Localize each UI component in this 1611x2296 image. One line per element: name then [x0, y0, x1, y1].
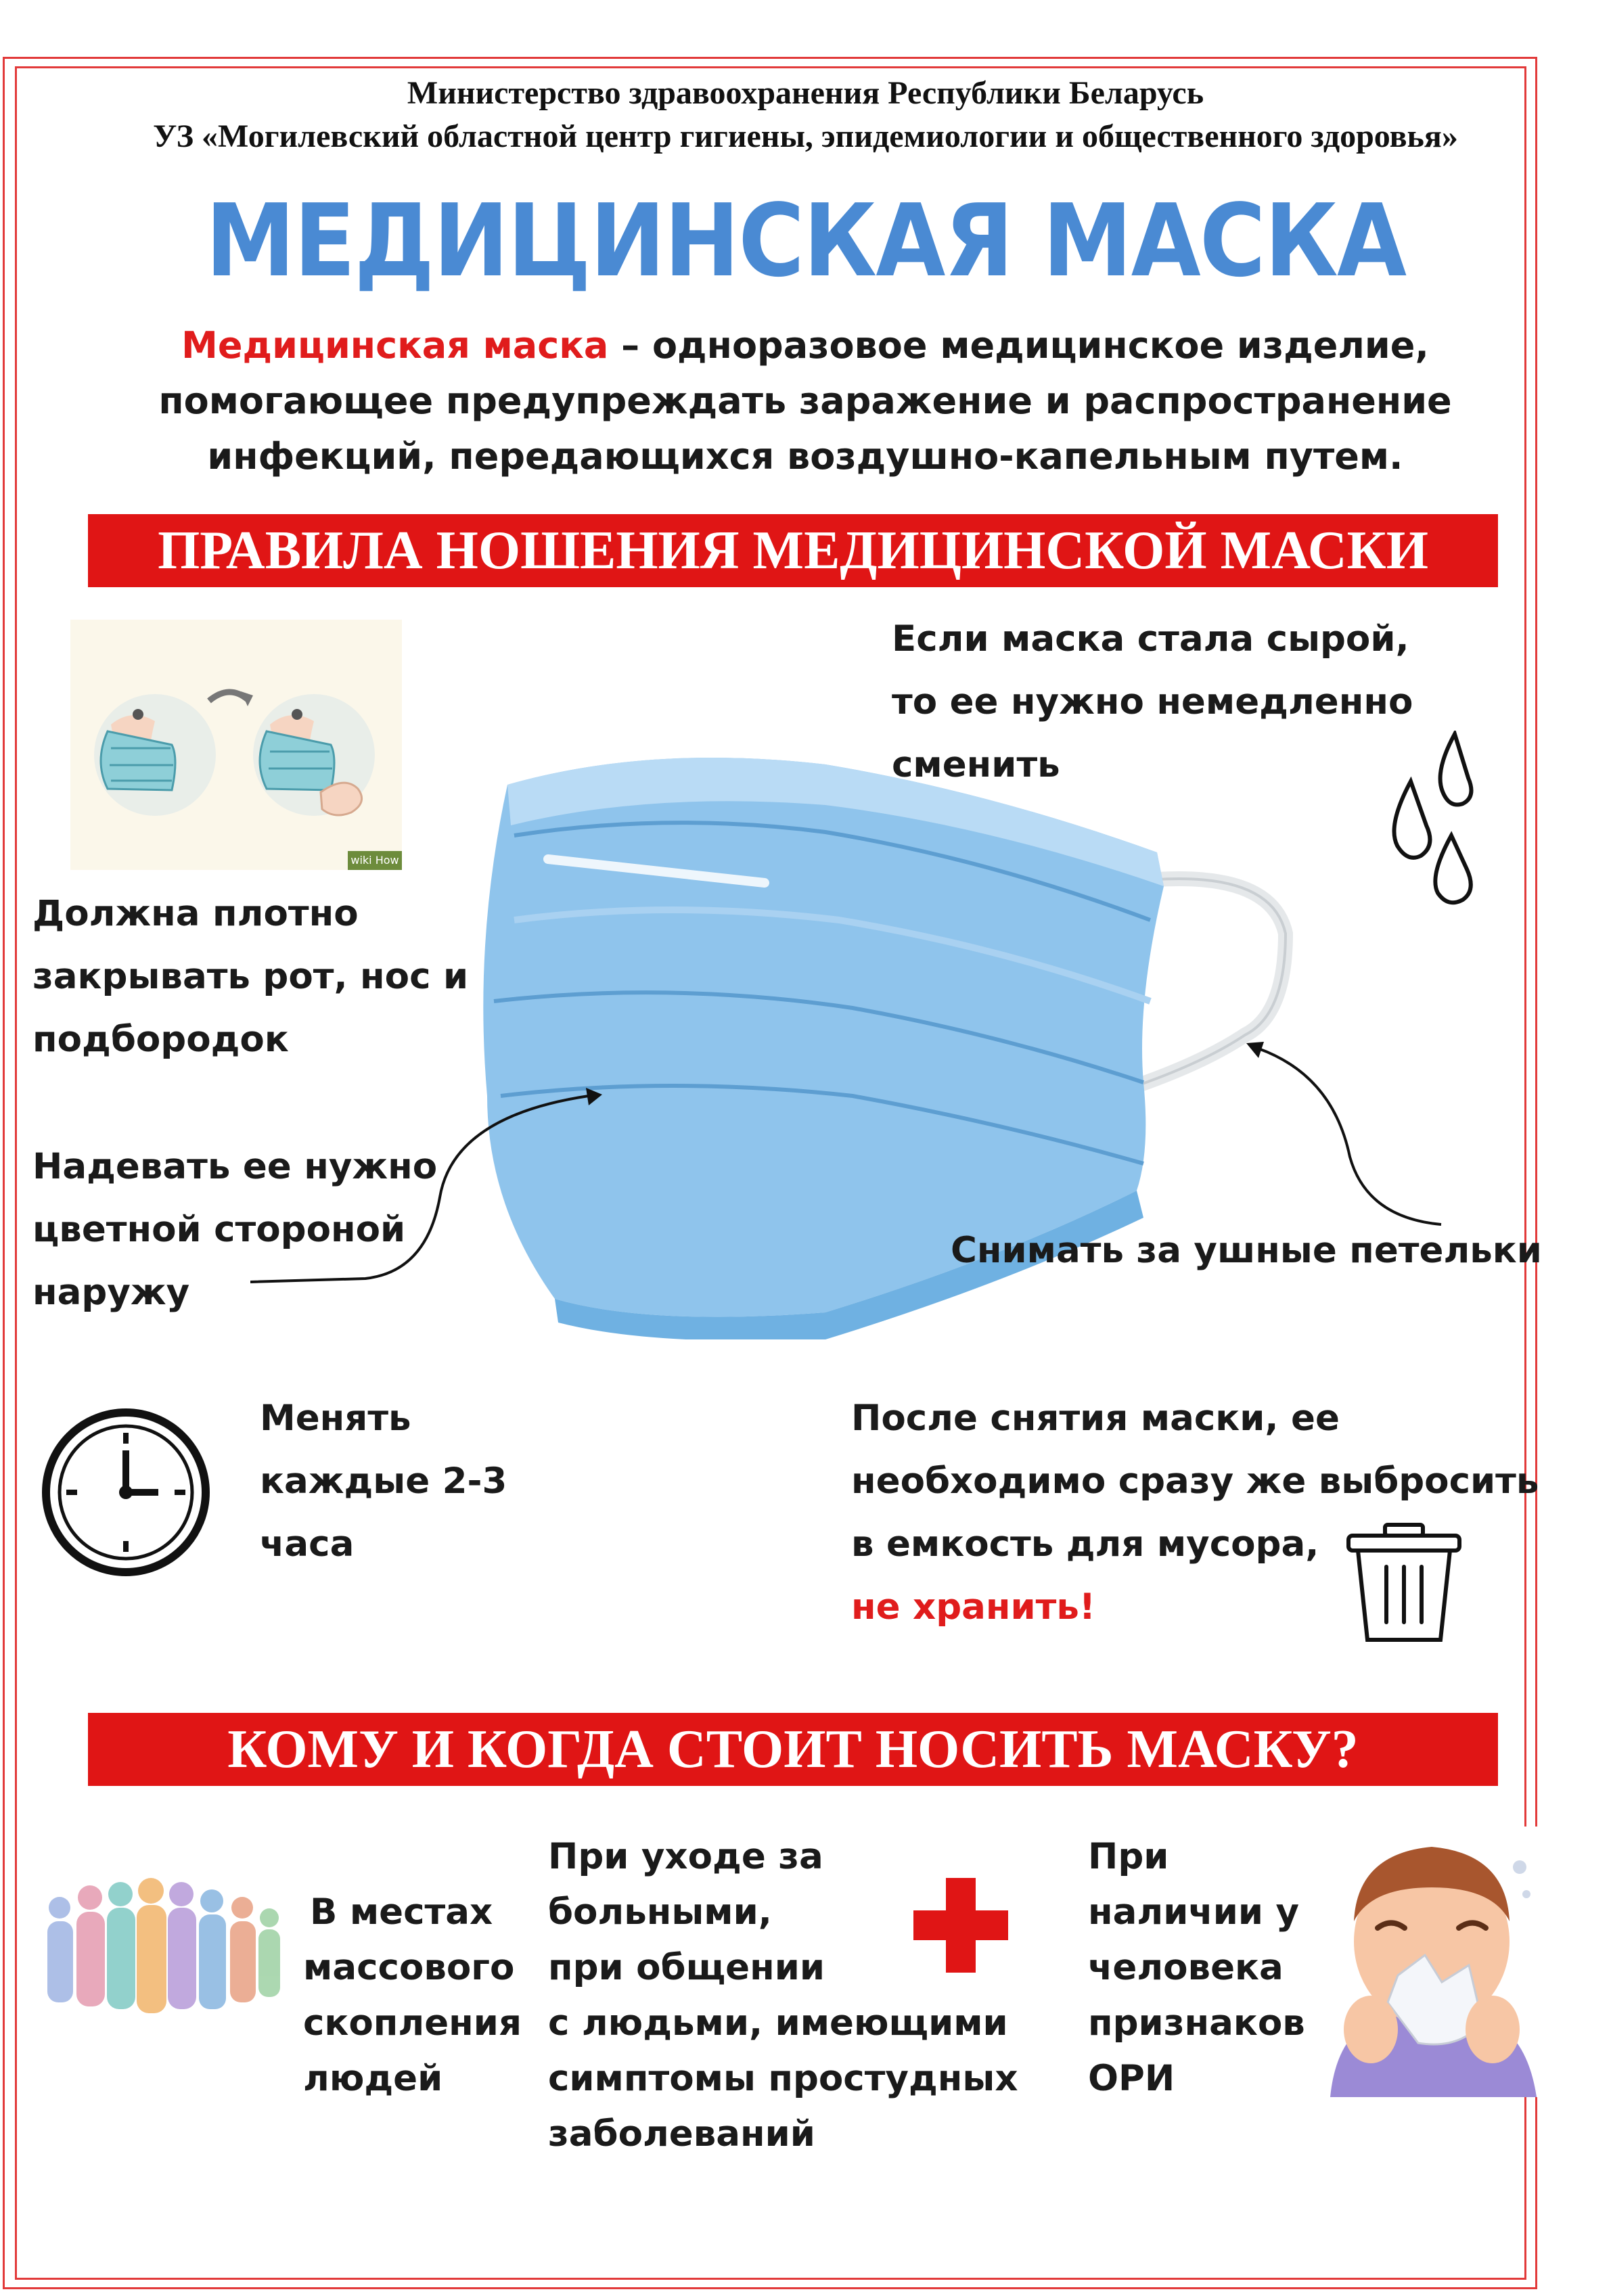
center-line: УЗ «Могилевский областной центр гигиены, эпидемиологии и общественного здоровья»: [153, 118, 1458, 154]
dispose-warning: не хранить!: [851, 1586, 1096, 1628]
red-cross-icon: [913, 1878, 1008, 1973]
clock-icon: [38, 1404, 214, 1580]
crowd-icon: [32, 1867, 283, 2050]
colored-side-text: Надевать ее нужно цветной стороной наружу: [32, 1146, 438, 1313]
care-text: При уходе за больными, при общении с людьми, имеющими симптомы простудных заболеваний: [548, 1836, 1018, 2155]
arrow-to-loop-icon: [1238, 1035, 1448, 1238]
wet-mask-text: Если маска стала сырой, то ее нужно немедленно сменить: [892, 618, 1413, 785]
face-mask-steps-icon: [70, 620, 402, 870]
sneezing-person-icon: [1323, 1827, 1540, 2097]
ministry-line: Министерство здравоохранения Республики Беларусь: [407, 75, 1204, 111]
dispose-text: После снятия маски, ее необходимо сразу же выбросить в емкость для мусора, не хранить!: [851, 1387, 1539, 1638]
who-banner: КОМУ И КОГДА СТОИТ НОСИТЬ МАСКУ?: [88, 1713, 1498, 1786]
definition: [122, 318, 1489, 484]
definition-term: Медицинская маска: [181, 324, 609, 367]
cover-text: Должна плотно закрывать рот, нос и подбородок: [32, 893, 469, 1060]
wikihow-label: wiki How: [350, 854, 399, 867]
rules-banner: ПРАВИЛА НОШЕНИЯ МЕДИЦИНСКОЙ МАСКИ: [88, 514, 1498, 587]
change-text: Менять каждые 2-3 часа: [260, 1398, 507, 1565]
remove-text: Снимать за ушные петельки: [951, 1230, 1542, 1271]
trash-can-icon: [1343, 1522, 1465, 1644]
ari-text: При наличии у человека признаков ОРИ: [1088, 1836, 1305, 2099]
crowd-text: В местах массового скопления людей: [303, 1891, 522, 2099]
definition-text: – одноразовое медицинское изделие, помогающее предупреждать заражение и распространение инфекций, передающихся воздушно-капельным путем.: [158, 324, 1452, 478]
wikihow-illustration: [70, 620, 402, 870]
page-title: МЕДИЦИНСКАЯ МАСКА: [205, 183, 1406, 299]
